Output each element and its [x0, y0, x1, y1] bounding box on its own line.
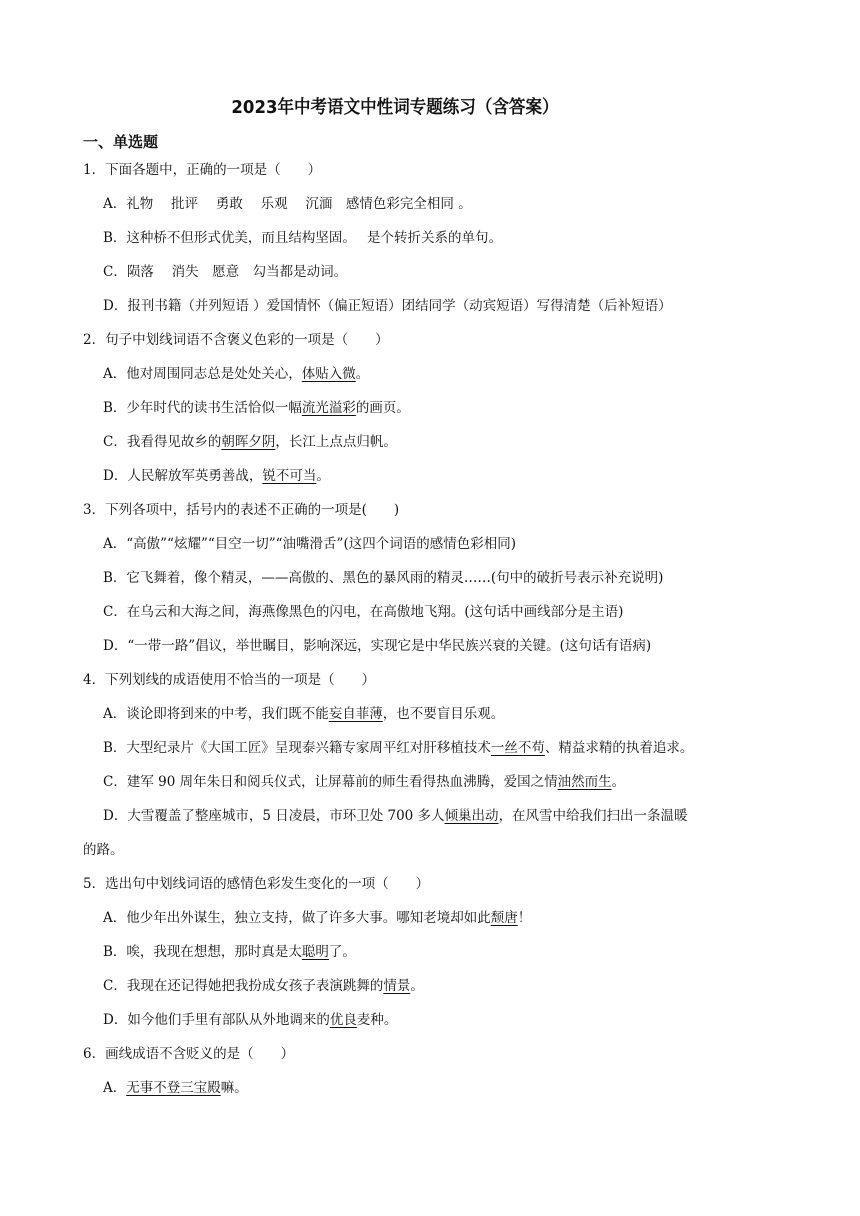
question-1-option-b: B．这种桥不但形式优美，而且结构坚固。 是个转折关系的单句。: [103, 230, 502, 246]
question-3-option-c: C．在乌云和大海之间，海燕像黑色的闪电，在高傲地飞翔。(这句话中画线部分是主语): [103, 604, 624, 620]
underlined-term: 油然而生: [557, 774, 612, 790]
question-4-option-d: D．大雪覆盖了整座城市，5 日凌晨，市环卫处 700 多人倾巢出动，在风雪中给我们扫出一条温暖: [103, 808, 688, 824]
underlined-term: 颓唐: [490, 910, 518, 926]
underlined-term: 流光溢彩: [301, 400, 356, 416]
question-4-option-d-continuation: 的路。: [83, 842, 124, 858]
question-2-option-a: A．他对周围同志总是处处关心，体贴入微。: [103, 366, 370, 382]
underlined-term: 无事不登三宝殿: [126, 1080, 221, 1096]
question-5-stem: 5．选出句中划线词语的感情色彩发生变化的一项（ ）: [83, 876, 430, 892]
question-2-stem: 2．句子中划线词语不含褒义色彩的一项是（ ）: [83, 332, 389, 348]
question-5-option-b: B．唉，我现在想想，那时真是太聪明了。: [103, 944, 356, 960]
question-1-stem: 1．下面各题中，正确的一项是（ ）: [83, 162, 322, 178]
underlined-term: 朝晖夕阴: [221, 434, 276, 450]
section-heading: 一、单选题: [83, 133, 159, 151]
question-4-stem: 4．下列划线的成语使用不恰当的一项是（ ）: [83, 672, 376, 688]
question-6-stem: 6．画线成语不含贬义的是（ ）: [83, 1046, 295, 1062]
underlined-term: 情景: [383, 978, 411, 994]
underlined-term: 妄自菲薄: [328, 706, 383, 722]
question-2-option-d: D．人民解放军英勇善战，锐不可当。: [103, 468, 330, 484]
question-3-option-d: D．“一带一路”倡议，举世瞩目，影响深远，实现它是中华民族兴衰的关键。(这句话有语病): [103, 638, 652, 654]
underlined-term: 锐不可当: [262, 468, 317, 484]
question-2-option-c: C．我看得见故乡的朝晖夕阴，长江上点点归帆。: [103, 434, 397, 450]
question-4-option-b: B．大型纪录片《大国工匠》呈现泰兴籍专家周平红对肝移植技术一丝不苟、精益求精的执着追求。: [103, 740, 694, 756]
underlined-term: 倾巢出动: [444, 808, 499, 824]
question-5-option-d: D．如今他们手里有部队从外地调来的优良麦种。: [103, 1012, 398, 1028]
question-1-option-d: D．报刊书籍（并列短语 ）爱国情怀（偏正短语）团结同学（动宾短语）写得清楚（后补短语）: [103, 298, 672, 314]
underlined-term: 体贴入微: [301, 366, 356, 382]
underlined-term: 一丝不苟: [490, 740, 545, 756]
question-6-option-a: A．无事不登三宝殿嘛。: [103, 1080, 248, 1096]
question-2-option-b: B．少年时代的读书生活恰似一幅流光溢彩的画页。: [103, 400, 410, 416]
underlined-term: 聪明: [301, 944, 329, 960]
question-3-option-b: B．它飞舞着，像个精灵，——高傲的、黑色的暴风雨的精灵……(句中的破折号表示补充说明): [103, 570, 664, 586]
question-4-option-a: A．谈论即将到来的中考，我们既不能妄自菲薄，也不要盲目乐观。: [103, 706, 505, 722]
question-5-option-a: A．他少年出外谋生，独立支持，做了许多大事。哪知老境却如此颓唐！: [103, 910, 532, 926]
question-3-option-a: A．“高傲”“炫耀”“目空一切”“油嘴滑舌”(这四个词语的感情色彩相同): [103, 536, 516, 552]
underlined-term: 优良: [329, 1012, 357, 1028]
question-1-option-c: C．陨落 消失 愿意 勾当都是动词。: [103, 264, 348, 280]
question-5-option-c: C．我现在还记得她把我扮成女孩子表演跳舞的情景。: [103, 978, 424, 994]
question-4-option-c: C．建军 90 周年朱日和阅兵仪式，让屏幕前的师生看得热血沸腾，爱国之情油然而生。: [103, 774, 626, 790]
question-3-stem: 3．下列各项中，括号内的表述不正确的一项是( ): [83, 502, 400, 518]
document-title: 2023年中考语文中性词专题练习（含答案）: [231, 97, 559, 118]
question-1-option-a: A．礼物 批评 勇敢 乐观 沉湎 感情色彩完全相同 。: [103, 196, 472, 212]
